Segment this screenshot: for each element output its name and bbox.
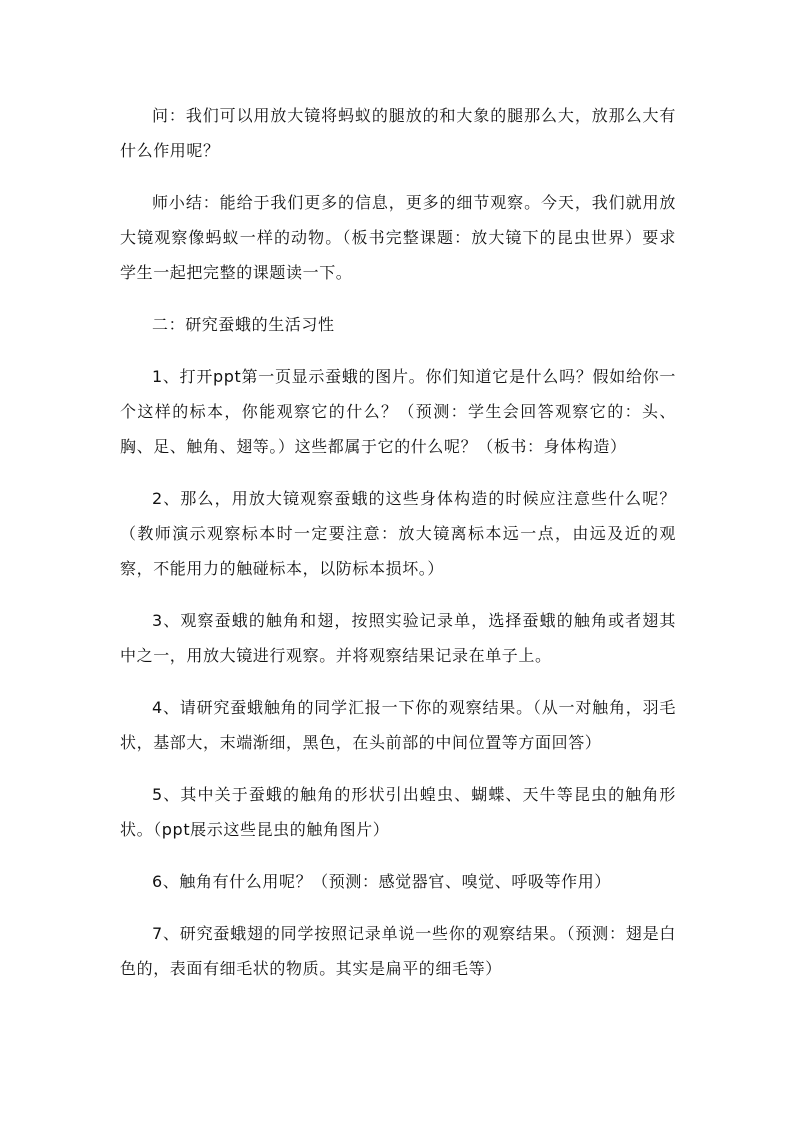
paragraph-teacher-summary: 师小结：能给于我们更多的信息，更多的细节观察。今天，我们就用放大镜观察像蚂蚁一样的动物。（板书完整课题：放大镜下的昆虫世界）要求学生一起把完整的课题读一下。 bbox=[120, 193, 676, 282]
paragraph-step-2: 2、那么，用放大镜观察蚕蛾的这些身体构造的时候应注意些什么呢？（教师演示观察标本时一定要注意：放大镜离标本远一点，由远及近的观察，不能用力的触碰标本，以防标本损坏。） bbox=[120, 489, 676, 578]
paragraph-step-5: 5、其中关于蚕蛾的触角的形状引出蝗虫、蝴蝶、天牛等昆虫的触角形状。（ppt展示这些昆虫的触角图片） bbox=[120, 785, 676, 839]
paragraph-step-4: 4、请研究蚕蛾触角的同学汇报一下你的观察结果。（从一对触角，羽毛状，基部大，末端渐细，黑色，在头前部的中间位置等方面回答） bbox=[120, 698, 676, 752]
section-heading: 二：研究蚕蛾的生活习性 bbox=[152, 315, 335, 334]
document-body bbox=[120, 98, 676, 1003]
paragraph-step-1: 1、打开ppt第一页显示蚕蛾的图片。你们知道它是什么吗？假如给你一个这样的标本，你能观察它的什么？（预测：学生会回答观察它的：头、胸、足、触角、翅等。）这些都属于它的什么呢？（板书：身体构造） bbox=[120, 367, 676, 456]
paragraph-step-6: 6、触角有什么用呢？（预测：感觉器官、嗅觉、呼吸等作用） bbox=[152, 872, 611, 891]
paragraph-step-7: 7、研究蚕蛾翅的同学按照记录单说一些你的观察结果。（预测：翅是白色的，表面有细毛状的物质。其实是扁平的细毛等） bbox=[120, 924, 676, 978]
paragraph-step-3: 3、观察蚕蛾的触角和翅，按照实验记录单，选择蚕蛾的触角或者翅其中之一，用放大镜进行观察。并将观察结果记录在单子上。 bbox=[120, 611, 676, 665]
paragraph-question: 问：我们可以用放大镜将蚂蚁的腿放的和大象的腿那么大，放那么大有什么作用呢？ bbox=[120, 106, 676, 160]
